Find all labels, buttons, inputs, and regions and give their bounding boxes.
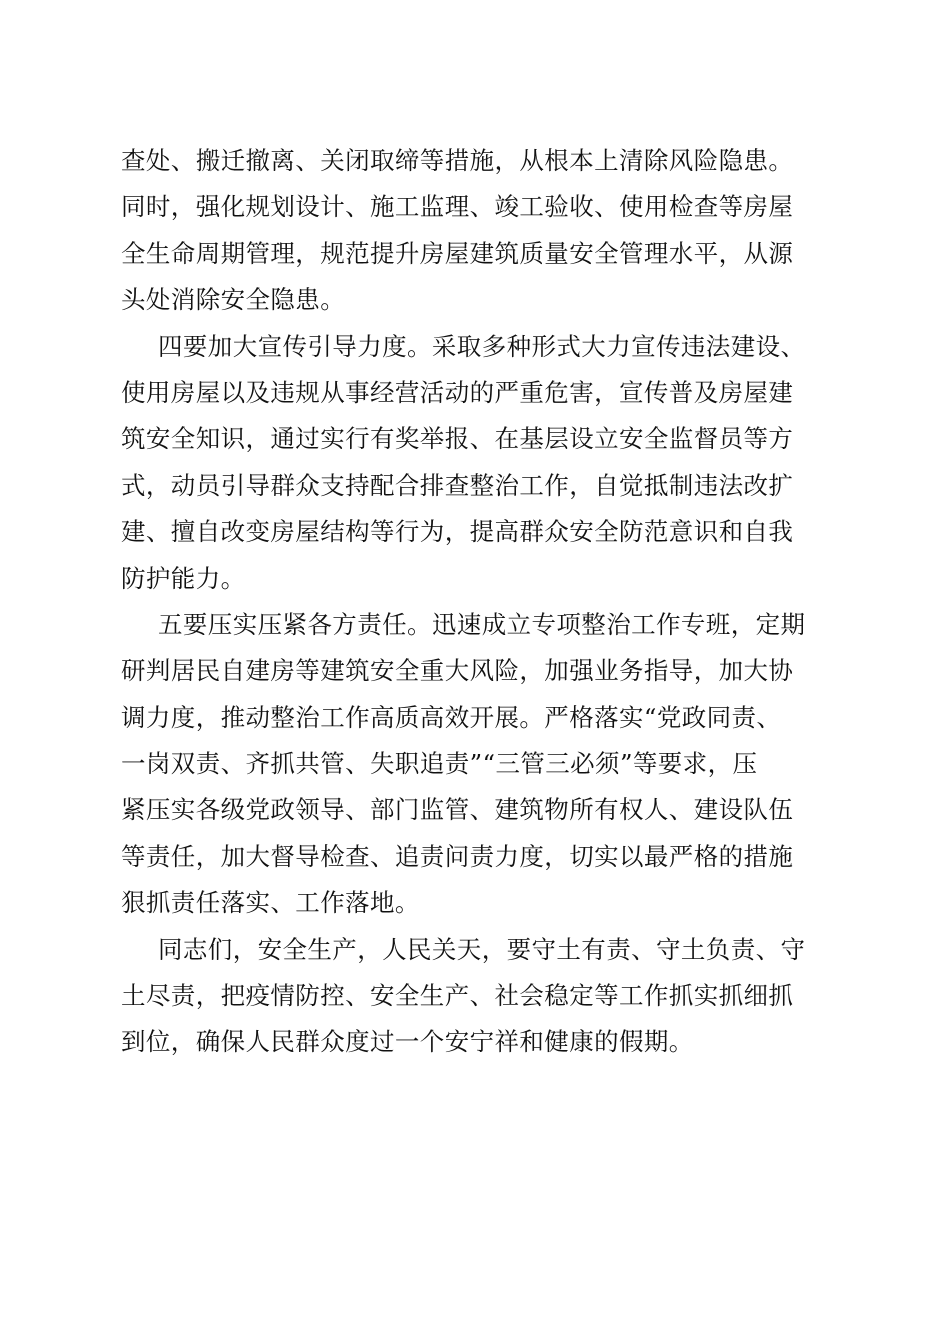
- text-line: 使用房屋以及违规从事经营活动的严重危害，宣传普及房屋建: [121, 377, 794, 407]
- text-line: 紧压实各级党政领导、部门监管、建筑物所有权人、建设队伍: [121, 795, 794, 825]
- text-line: 等责任，加大督导检查、追责问责力度，切实以最严格的措施: [121, 841, 794, 871]
- text-line: 查处、搬迁撤离、关闭取缔等措施，从根本上清除风险隐患。: [121, 146, 794, 175]
- paragraph-start-line: 五要压实压紧各方责任。迅速成立专项整治工作专班，定期: [158, 609, 806, 639]
- text-line: 全生命周期管理，规范提升房屋建筑质量安全管理水平，从源: [121, 238, 794, 268]
- text-line: 同时，强化规划设计、施工监理、竣工验收、使用检查等房屋: [121, 192, 794, 222]
- text-line: 建、擅自改变房屋结构等行为，提高群众安全防范意识和自我: [121, 517, 794, 547]
- text-line: 式，动员引导群众支持配合排查整治工作，自觉抵制违法改扩: [121, 470, 794, 500]
- text-line: 头处消除安全隐患。: [121, 285, 346, 315]
- text-line: 研判居民自建房等建筑安全重大风险，加强业务指导，加大协: [121, 656, 794, 686]
- text-line: 到位，确保人民群众度过一个安宁祥和健康的假期。: [121, 1027, 694, 1057]
- text-line: 一岗双责、齐抓共管、失职追责”“三管三必须”等要求，压: [121, 749, 758, 779]
- text-line: 狠抓责任落实、工作落地。: [121, 888, 420, 918]
- text-line: 调力度，推动整治工作高质高效开展。严格落实“党政同责、: [121, 702, 782, 732]
- paragraph-start-line: 同志们，安全生产，人民关天，要守土有责、守土负责、守: [158, 934, 806, 964]
- text-line: 筑安全知识，通过实行有奖举报、在基层设立安全监督员等方: [121, 424, 794, 454]
- paragraph-start-line: 四要加大宣传引导力度。采取多种形式大力宣传违法建设、: [158, 331, 806, 361]
- text-line: 防护能力。: [121, 563, 246, 593]
- text-line: 土尽责，把疫情防控、安全生产、社会稳定等工作抓实抓细抓: [121, 981, 794, 1011]
- document-body: [121, 138, 831, 1066]
